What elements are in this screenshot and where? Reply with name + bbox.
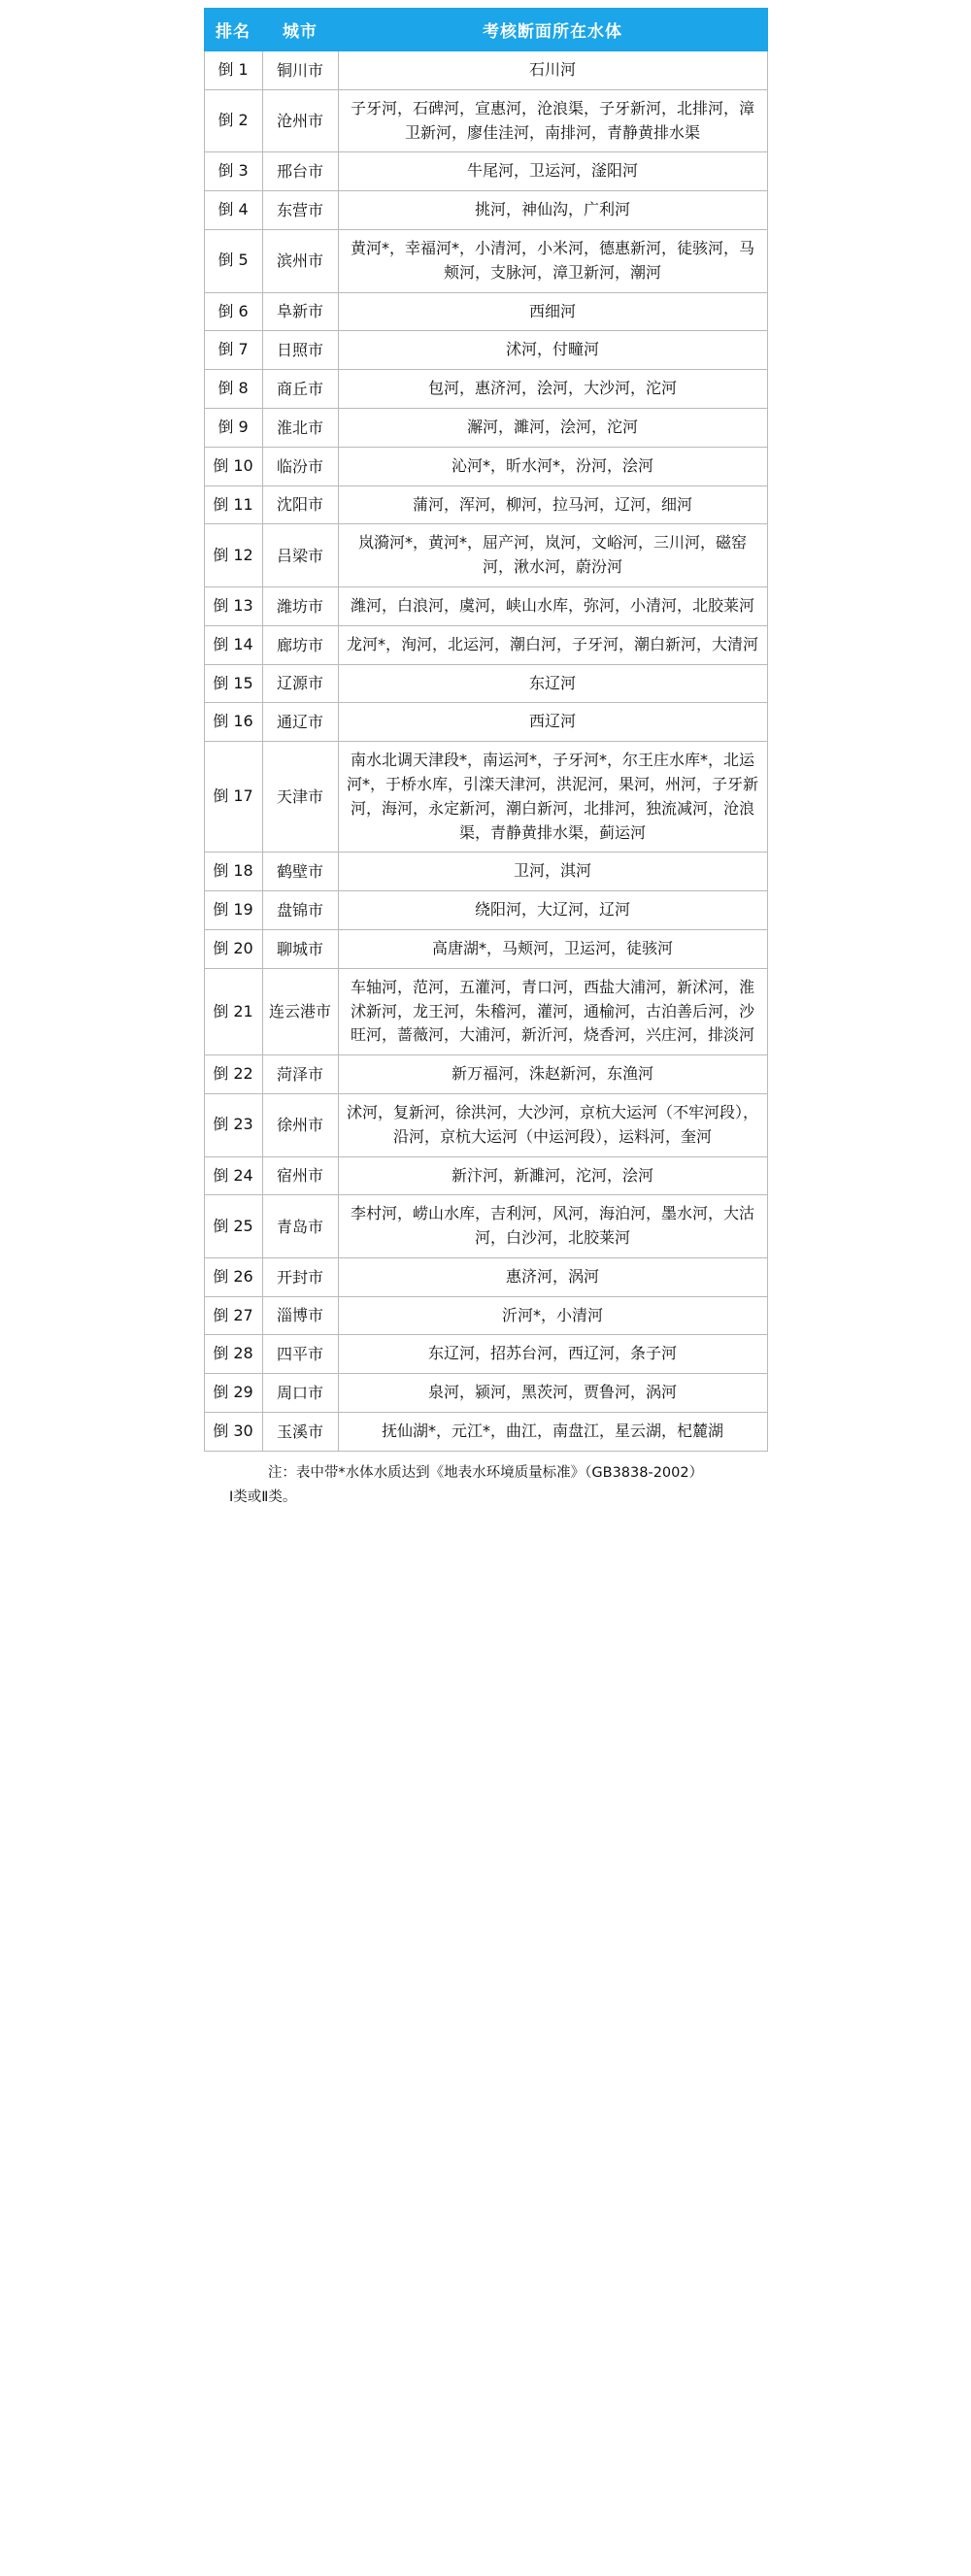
- cell-waters: 新汴河，新濉河，沱河，浍河: [338, 1156, 767, 1195]
- cell-rank: 倒 10: [204, 447, 262, 485]
- cell-waters: 沁河*，昕水河*，汾河，浍河: [338, 447, 767, 485]
- table-row: [204, 152, 767, 191]
- table-row: [204, 1055, 767, 1094]
- cell-waters: 石川河: [338, 51, 767, 90]
- table-row: [204, 408, 767, 447]
- cell-city: 邢台市: [262, 152, 338, 191]
- cell-waters: 潍河，白浪河，虞河，峡山水库，弥河，小清河，北胶莱河: [338, 586, 767, 625]
- table-footnote: [204, 1461, 767, 1509]
- cell-waters: 黄河*，幸福河*，小清河，小米河，德惠新河，徒骇河，马颊河，支脉河，漳卫新河，潮河: [338, 229, 767, 292]
- table-row: [204, 853, 767, 891]
- cell-rank: 倒 25: [204, 1195, 262, 1258]
- cell-city: 辽源市: [262, 664, 338, 703]
- cell-waters: 高唐湖*，马颊河，卫运河，徒骇河: [338, 929, 767, 968]
- cell-waters: 东辽河: [338, 664, 767, 703]
- table-row: [204, 891, 767, 930]
- cell-rank: 倒 24: [204, 1156, 262, 1195]
- cell-rank: 倒 12: [204, 524, 262, 587]
- cell-waters: 沭河，付疃河: [338, 331, 767, 370]
- table-row: [204, 929, 767, 968]
- cell-waters: 南水北调天津段*，南运河*，子牙河*，尔王庄水库*，北运河*，于桥水库，引滦天津河，洪泥河，果河，州河，子牙新河，海河，永定新河，潮白新河，北排河，独流减河，沧浪渠，青静黄排水渠，蓟运河: [338, 742, 767, 853]
- cell-rank: 倒 1: [204, 51, 262, 90]
- cell-rank: 倒 21: [204, 968, 262, 1054]
- cell-rank: 倒 30: [204, 1413, 262, 1452]
- table-row: [204, 1296, 767, 1335]
- water-quality-ranking-table: [204, 8, 768, 1452]
- cell-city: 玉溪市: [262, 1413, 338, 1452]
- cell-city: 连云港市: [262, 968, 338, 1054]
- cell-city: 沧州市: [262, 89, 338, 152]
- table-row: [204, 625, 767, 664]
- cell-city: 淄博市: [262, 1296, 338, 1335]
- cell-city: 东营市: [262, 191, 338, 230]
- cell-city: 潍坊市: [262, 586, 338, 625]
- table-row: [204, 191, 767, 230]
- cell-city: 鹤壁市: [262, 853, 338, 891]
- table-row: [204, 1413, 767, 1452]
- cell-rank: 倒 17: [204, 742, 262, 853]
- table-row: [204, 89, 767, 152]
- cell-rank: 倒 27: [204, 1296, 262, 1335]
- cell-waters: 泉河，颍河，黑茨河，贾鲁河，涡河: [338, 1374, 767, 1413]
- cell-city: 天津市: [262, 742, 338, 853]
- column-header-waters: 考核断面所在水体: [338, 9, 767, 51]
- cell-waters: 龙河*，洵河，北运河，潮白河，子牙河，潮白新河，大清河: [338, 625, 767, 664]
- cell-city: 阜新市: [262, 292, 338, 331]
- ranking-table-page: [0, 8, 971, 1509]
- cell-waters: 绕阳河，大辽河，辽河: [338, 891, 767, 930]
- cell-rank: 倒 13: [204, 586, 262, 625]
- table-row: [204, 51, 767, 90]
- cell-waters: 蒲河，浑河，柳河，拉马河，辽河，细河: [338, 485, 767, 524]
- cell-waters: 西细河: [338, 292, 767, 331]
- cell-city: 日照市: [262, 331, 338, 370]
- table-row: [204, 1156, 767, 1195]
- table-header-row: [204, 9, 767, 51]
- cell-city: 沈阳市: [262, 485, 338, 524]
- cell-waters: 新万福河，洙赵新河，东渔河: [338, 1055, 767, 1094]
- cell-rank: 倒 18: [204, 853, 262, 891]
- table-row: [204, 1335, 767, 1374]
- cell-city: 盘锦市: [262, 891, 338, 930]
- cell-city: 聊城市: [262, 929, 338, 968]
- cell-waters: 沂河*，小清河: [338, 1296, 767, 1335]
- table-row: [204, 1093, 767, 1156]
- cell-city: 铜川市: [262, 51, 338, 90]
- cell-city: 徐州市: [262, 1093, 338, 1156]
- table-row: [204, 1195, 767, 1258]
- table-row: [204, 664, 767, 703]
- table-row: [204, 485, 767, 524]
- cell-city: 宿州市: [262, 1156, 338, 1195]
- cell-rank: 倒 19: [204, 891, 262, 930]
- cell-waters: 岚漪河*，黄河*，屈产河，岚河，文峪河，三川河，磁窑河，湫水河，蔚汾河: [338, 524, 767, 587]
- cell-rank: 倒 5: [204, 229, 262, 292]
- table-row: [204, 524, 767, 587]
- cell-rank: 倒 7: [204, 331, 262, 370]
- table-row: [204, 586, 767, 625]
- cell-rank: 倒 23: [204, 1093, 262, 1156]
- cell-rank: 倒 6: [204, 292, 262, 331]
- cell-rank: 倒 8: [204, 370, 262, 409]
- cell-rank: 倒 4: [204, 191, 262, 230]
- table-row: [204, 1257, 767, 1296]
- cell-rank: 倒 14: [204, 625, 262, 664]
- table-row: [204, 229, 767, 292]
- table-body: [204, 51, 767, 1452]
- cell-waters: 沭河，复新河，徐洪河，大沙河，京杭大运河（不牢河段），沿河，京杭大运河（中运河段），运料河，奎河: [338, 1093, 767, 1156]
- cell-city: 滨州市: [262, 229, 338, 292]
- cell-waters: 李村河，崂山水库，吉利河，风河，海泊河，墨水河，大沽河，白沙河，北胶莱河: [338, 1195, 767, 1258]
- cell-rank: 倒 26: [204, 1257, 262, 1296]
- cell-city: 开封市: [262, 1257, 338, 1296]
- table-row: [204, 1374, 767, 1413]
- column-header-rank: 排名: [204, 9, 262, 51]
- cell-waters: 车轴河，范河，五灌河，青口河，西盐大浦河，新沭河，淮沭新河，龙王河，朱稽河，灌河，通榆河，古泊善后河，沙旺河，蔷薇河，大浦河，新沂河，烧香河，兴庄河，排淡河: [338, 968, 767, 1054]
- column-header-city: 城市: [262, 9, 338, 51]
- cell-waters: 子牙河，石碑河，宣惠河，沧浪渠，子牙新河，北排河，漳卫新河，廖佳洼河，南排河，青静黄排水渠: [338, 89, 767, 152]
- cell-waters: 惠济河，涡河: [338, 1257, 767, 1296]
- cell-rank: 倒 15: [204, 664, 262, 703]
- cell-city: 淮北市: [262, 408, 338, 447]
- table-row: [204, 447, 767, 485]
- table-row: [204, 370, 767, 409]
- footnote-line-2: Ⅰ类或Ⅱ类。: [229, 1489, 297, 1505]
- cell-city: 吕梁市: [262, 524, 338, 587]
- cell-waters: 抚仙湖*，元江*，曲江，南盘江，星云湖，杞麓湖: [338, 1413, 767, 1452]
- cell-rank: 倒 28: [204, 1335, 262, 1374]
- table-row: [204, 292, 767, 331]
- table-row: [204, 703, 767, 742]
- cell-rank: 倒 29: [204, 1374, 262, 1413]
- cell-city: 青岛市: [262, 1195, 338, 1258]
- cell-waters: 牛尾河，卫运河，滏阳河: [338, 152, 767, 191]
- cell-rank: 倒 11: [204, 485, 262, 524]
- cell-rank: 倒 9: [204, 408, 262, 447]
- table-row: [204, 331, 767, 370]
- table-row: [204, 968, 767, 1054]
- cell-waters: 卫河，淇河: [338, 853, 767, 891]
- cell-city: 四平市: [262, 1335, 338, 1374]
- cell-city: 商丘市: [262, 370, 338, 409]
- cell-waters: 东辽河，招苏台河，西辽河，条子河: [338, 1335, 767, 1374]
- cell-rank: 倒 16: [204, 703, 262, 742]
- cell-city: 廊坊市: [262, 625, 338, 664]
- cell-city: 通辽市: [262, 703, 338, 742]
- table-row: [204, 742, 767, 853]
- footnote-line-1: 注：表中带*水体水质达到《地表水环境质量标准》（GB3838-2002）: [267, 1464, 704, 1481]
- cell-city: 周口市: [262, 1374, 338, 1413]
- cell-rank: 倒 22: [204, 1055, 262, 1094]
- cell-waters: 包河，惠济河，浍河，大沙河，沱河: [338, 370, 767, 409]
- cell-waters: 澥河，濉河，浍河，沱河: [338, 408, 767, 447]
- cell-rank: 倒 20: [204, 929, 262, 968]
- cell-rank: 倒 3: [204, 152, 262, 191]
- table-header: [204, 9, 767, 51]
- cell-city: 临汾市: [262, 447, 338, 485]
- cell-waters: 挑河，神仙沟，广利河: [338, 191, 767, 230]
- cell-city: 菏泽市: [262, 1055, 338, 1094]
- cell-waters: 西辽河: [338, 703, 767, 742]
- cell-rank: 倒 2: [204, 89, 262, 152]
